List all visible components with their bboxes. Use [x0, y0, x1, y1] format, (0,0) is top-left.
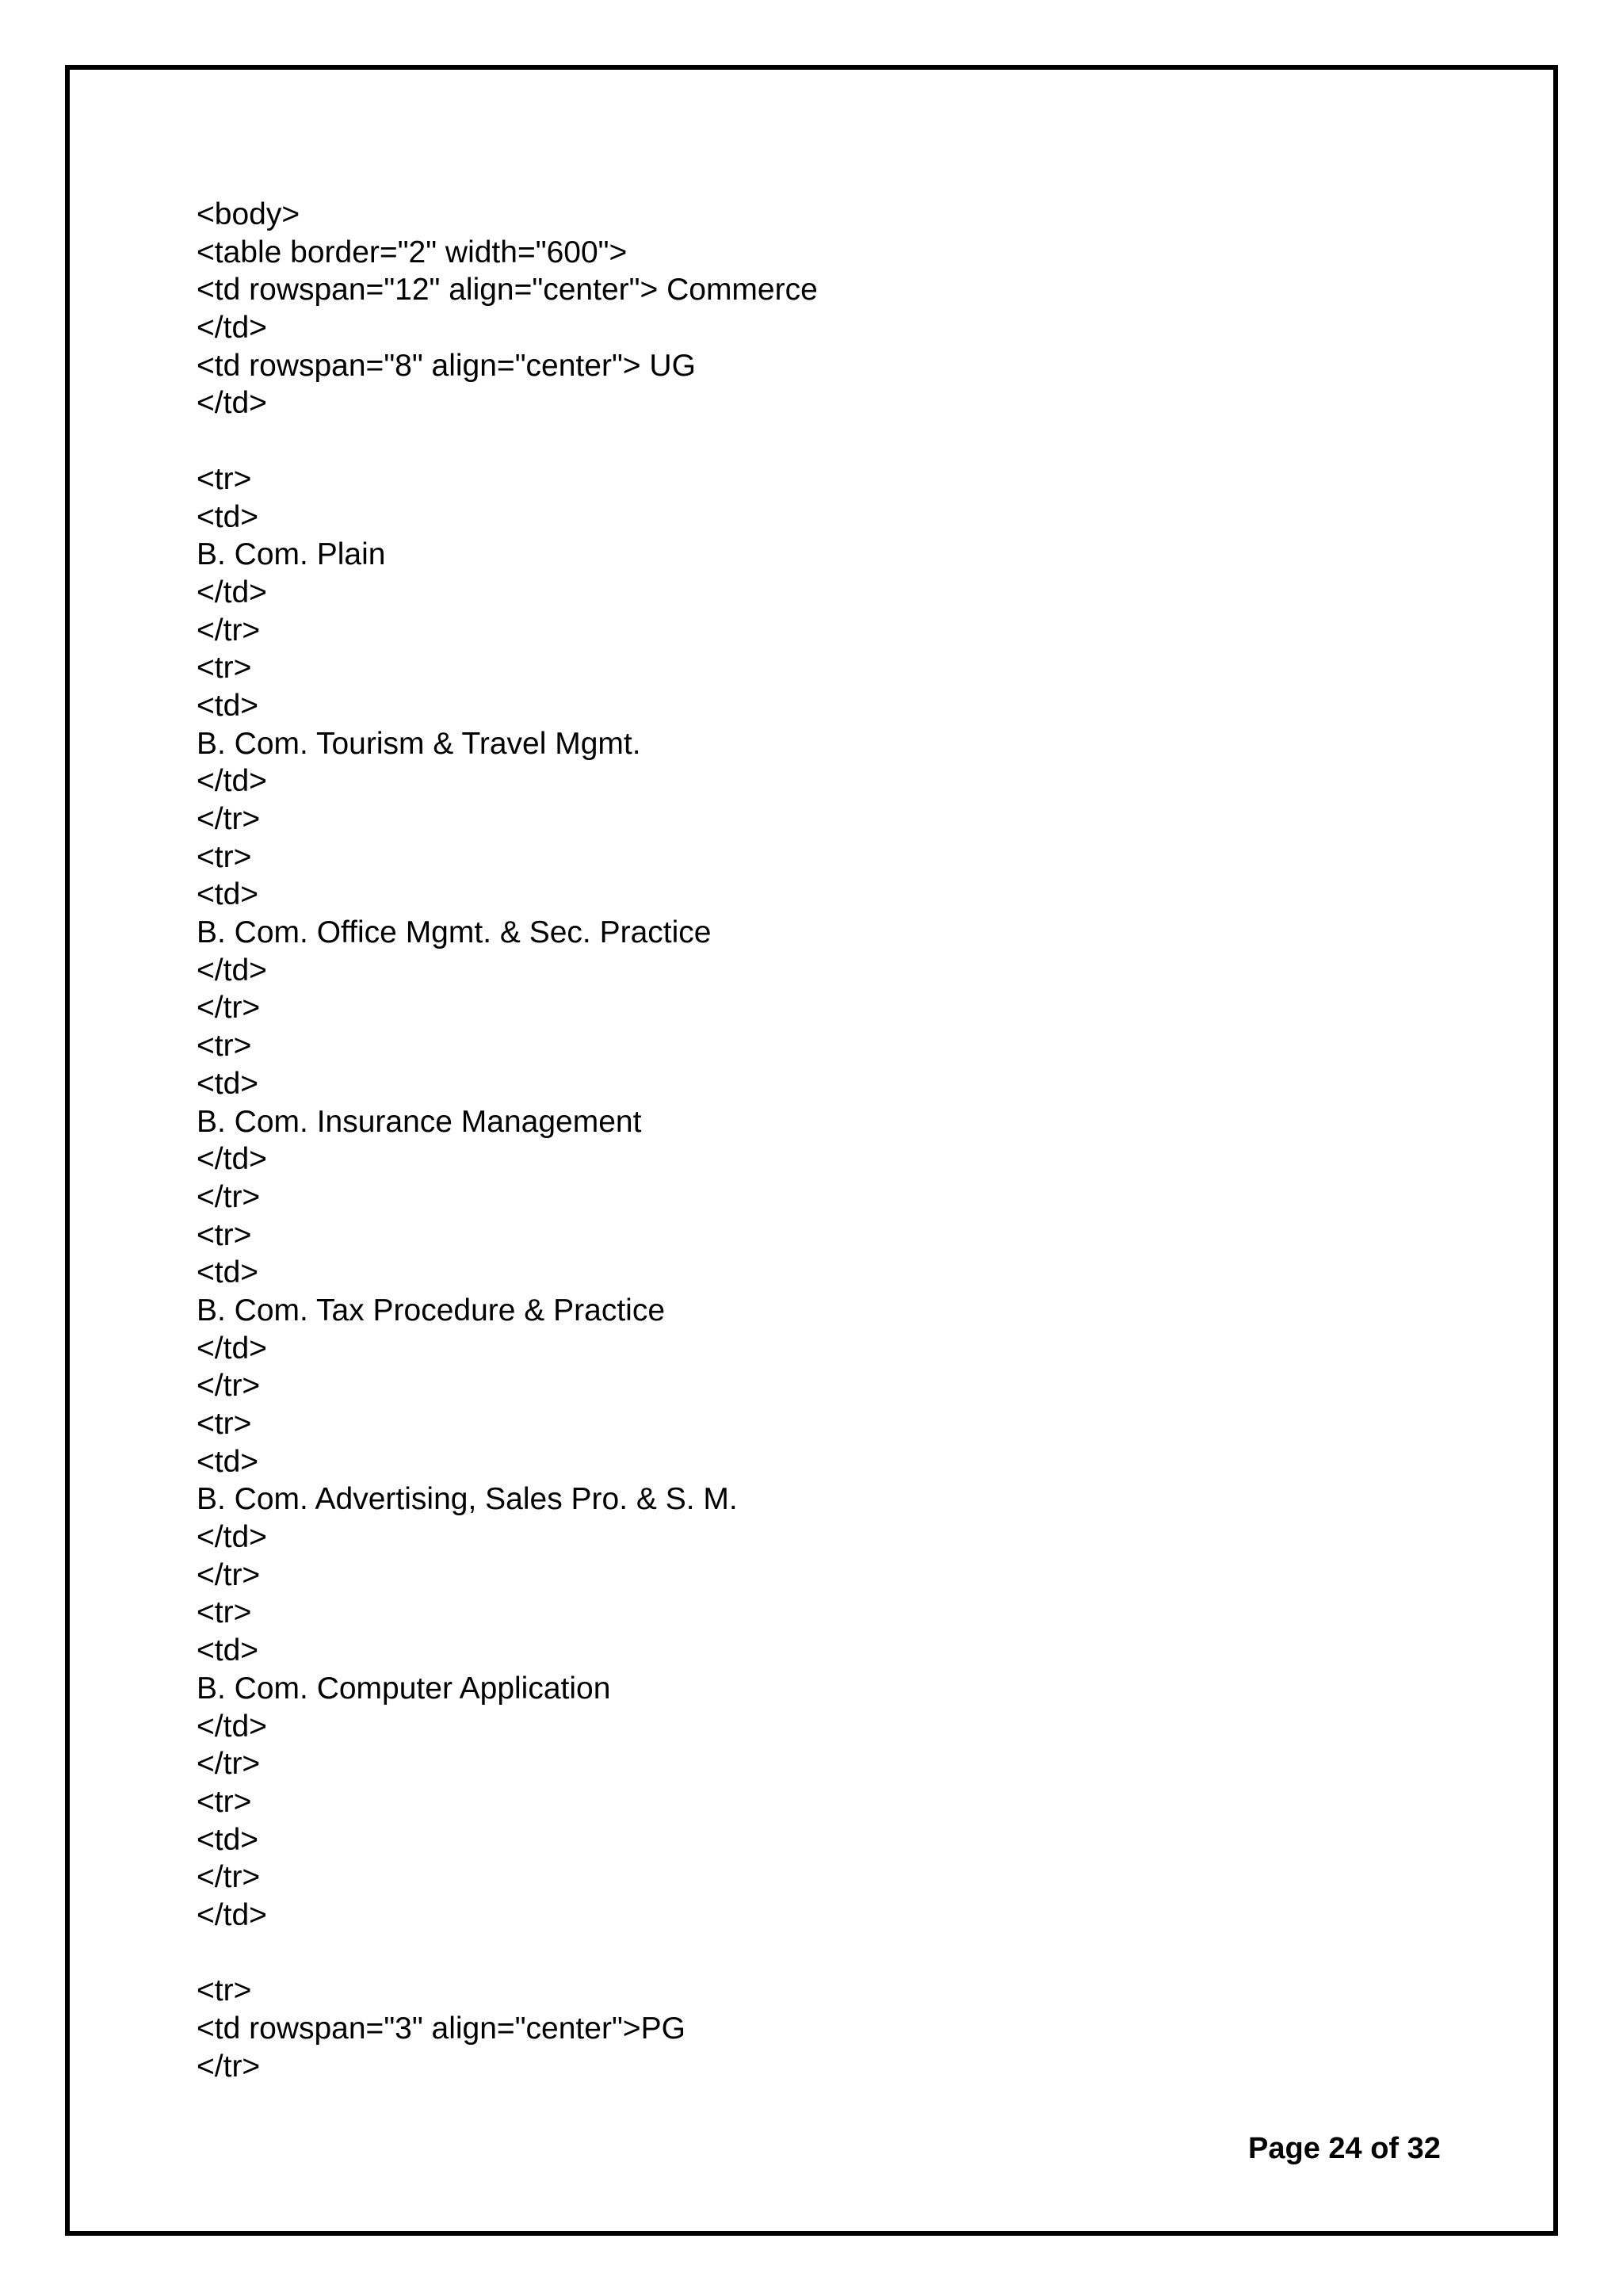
blank-line — [197, 422, 818, 460]
code-line: <td> — [197, 1444, 259, 1479]
code-line: <tr> — [197, 1217, 252, 1252]
code-line: <td rowspan="8" align="center"> UG — [197, 348, 696, 383]
page-number: Page 24 of 32 — [1248, 2132, 1441, 2165]
code-line: <td> — [197, 688, 259, 723]
code-line: </tr> — [197, 613, 261, 648]
code-line: B. Com. Insurance Management — [197, 1104, 642, 1139]
code-line: </td> — [197, 1709, 267, 1744]
code-listing — [197, 196, 818, 2085]
code-line: B. Com. Plain — [197, 537, 386, 572]
code-line: <td rowspan="12" align="center"> Commerce — [197, 273, 818, 308]
code-line: <td> — [197, 877, 259, 912]
code-line: </td> — [197, 1520, 267, 1555]
code-line: B. Com. Computer Application — [197, 1671, 611, 1706]
code-line: <td> — [197, 1822, 259, 1857]
code-line: <tr> — [197, 1029, 252, 1064]
code-line: <body> — [197, 197, 300, 231]
code-line: </tr> — [197, 991, 261, 1026]
code-line: </tr> — [197, 1179, 261, 1214]
code-line: </td> — [197, 311, 267, 346]
code-line: <td> — [197, 1633, 259, 1668]
code-line: </td> — [197, 386, 267, 421]
code-line: </tr> — [197, 1747, 261, 1782]
code-line: </tr> — [197, 2049, 261, 2084]
code-line: </tr> — [197, 1369, 261, 1404]
code-line: </td> — [197, 953, 267, 988]
code-line: <tr> — [197, 1784, 252, 1819]
code-line: <tr> — [197, 1407, 252, 1441]
code-line: <tr> — [197, 1973, 252, 2008]
code-line: <tr> — [197, 461, 252, 496]
code-line: B. Com. Advertising, Sales Pro. & S. M. — [197, 1482, 738, 1517]
code-line: </tr> — [197, 802, 261, 836]
code-line: <tr> — [197, 1595, 252, 1630]
code-line: </td> — [197, 575, 267, 609]
code-line: <tr> — [197, 651, 252, 686]
code-line: B. Com. Tourism & Travel Mgmt. — [197, 726, 641, 761]
code-line: </td> — [197, 1331, 267, 1366]
blank-line — [197, 1935, 818, 1973]
code-line: </tr> — [197, 1557, 261, 1592]
code-line: <table border="2" width="600"> — [197, 235, 628, 269]
code-line: <tr> — [197, 839, 252, 874]
code-line: <td> — [197, 499, 259, 534]
code-line: <td> — [197, 1066, 259, 1101]
code-line: </td> — [197, 764, 267, 799]
code-line: </tr> — [197, 1860, 261, 1895]
code-line: <td rowspan="3" align="center">PG — [197, 2011, 685, 2046]
code-line: B. Com. Tax Procedure & Practice — [197, 1293, 666, 1328]
code-line: </td> — [197, 1142, 267, 1177]
code-line: B. Com. Office Mgmt. & Sec. Practice — [197, 915, 712, 950]
code-line: <td> — [197, 1255, 259, 1290]
code-line: </td> — [197, 1897, 267, 1932]
